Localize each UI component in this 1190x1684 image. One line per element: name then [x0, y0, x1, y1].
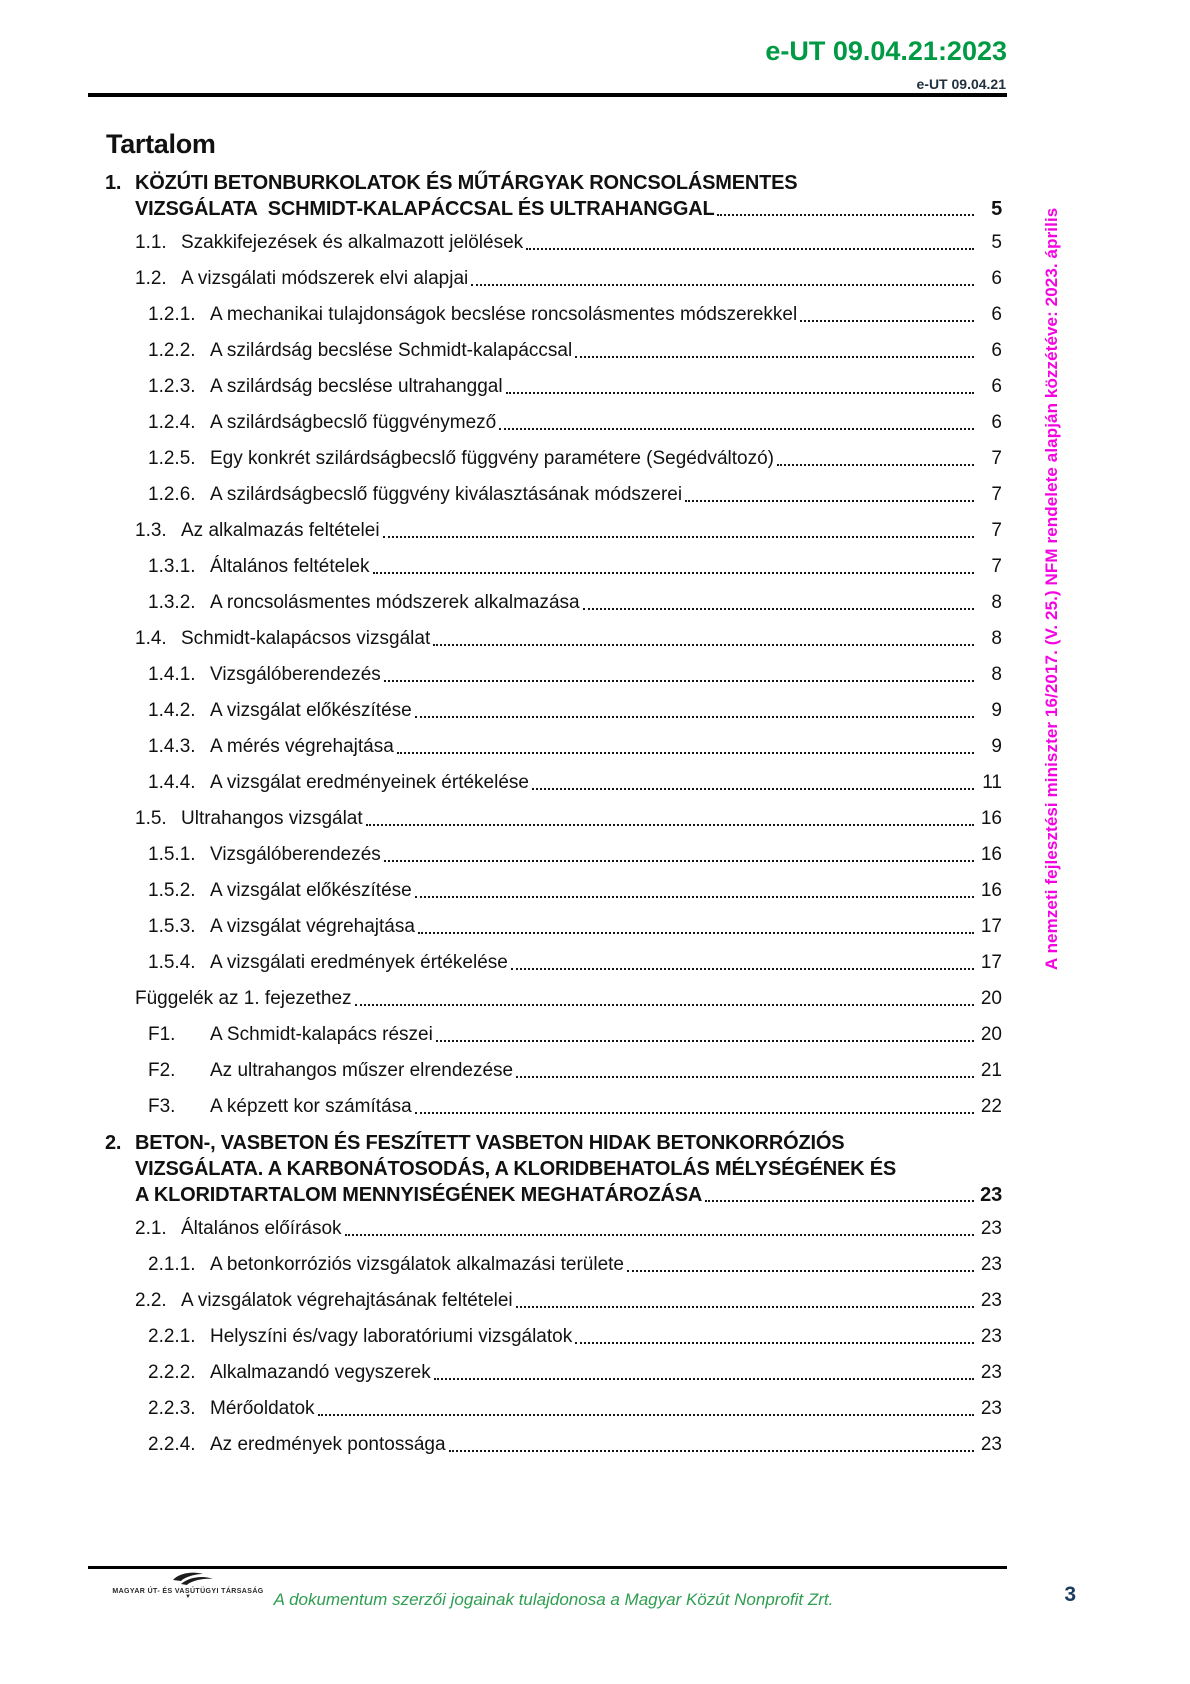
toc-row[interactable]: [105, 172, 1002, 194]
toc-entry-label: Ultrahangos vizsgálat: [181, 808, 363, 829]
toc-entry-number: 1.5.1.: [148, 844, 196, 865]
toc-entry-page: 7: [991, 448, 1002, 469]
toc-entry-number: 1.2.3.: [148, 376, 196, 397]
page-title: Tartalom: [106, 129, 216, 159]
toc-entry-number: 1.4.: [135, 628, 167, 649]
dot-leader: [583, 608, 974, 610]
toc-entry-number: 1.2.1.: [148, 304, 196, 325]
toc-entry-page: 9: [991, 736, 1002, 757]
toc-entry-number: 1.5.2.: [148, 880, 196, 901]
toc-entry-number: 2.2.4.: [148, 1434, 196, 1455]
dot-leader: [433, 644, 974, 646]
toc-entry-page: 6: [991, 268, 1002, 289]
toc-entry-label: A vizsgálati eredmények értékelése: [210, 952, 508, 973]
toc-entry-number: 1.2.: [135, 268, 167, 289]
toc-entry-page: 23: [980, 1184, 1002, 1206]
toc-entry-page: 23: [980, 1398, 1002, 1419]
logo-swoosh-icon: [159, 1572, 217, 1588]
toc-entry-number: F1.: [148, 1024, 176, 1045]
dot-leader: [383, 536, 974, 538]
toc-entry-label: A szilárdság becslése ultrahanggal: [210, 376, 503, 397]
toc-entry-number: 2.1.: [135, 1218, 167, 1239]
toc-entry-label: BETON-, VASBETON ÉS FESZÍTETT VASBETON HIDAK BETONKORRÓZIÓS: [135, 1132, 845, 1154]
toc-row[interactable]: [105, 556, 1002, 578]
toc-entry-label: VIZSGÁLATA SCHMIDT-KALAPÁCCSAL ÉS ULTRAHANGGAL: [135, 198, 715, 220]
toc-row[interactable]: [105, 952, 1002, 974]
toc-entry-number: 1.4.2.: [148, 700, 196, 721]
toc-row[interactable]: [105, 1218, 1002, 1240]
dot-leader: [415, 716, 974, 718]
toc-row[interactable]: [105, 268, 1002, 290]
toc-row[interactable]: [105, 1060, 1002, 1082]
toc-row[interactable]: [105, 520, 1002, 542]
toc-entry-number: F2.: [148, 1060, 176, 1081]
toc-entry-page: 9: [991, 700, 1002, 721]
dot-leader: [434, 1378, 974, 1380]
toc-entry-label: Függelék az 1. fejezethez: [135, 988, 352, 1009]
toc-entry-page: 5: [991, 198, 1002, 220]
toc-entry-label: Alkalmazandó vegyszerek: [210, 1362, 431, 1383]
toc-row[interactable]: [105, 916, 1002, 938]
toc-entry-label: A mechanikai tulajdonságok becslése roncsolásmentes módszerekkel: [210, 304, 798, 325]
standard-code-title: e-UT 09.04.21:2023: [765, 36, 1007, 66]
toc-entry-label: A szilárdságbecslő függvény kiválasztásának módszerei: [210, 484, 683, 505]
toc-row[interactable]: [105, 1398, 1002, 1420]
dot-leader: [366, 824, 974, 826]
toc-entry-label: A mérés végrehajtása: [210, 736, 394, 757]
toc-row[interactable]: [105, 198, 1002, 220]
toc-entry-number: 2.2.: [135, 1290, 167, 1311]
toc-row[interactable]: [105, 772, 1002, 794]
toc-entry-page: 8: [991, 592, 1002, 613]
toc-row[interactable]: [105, 664, 1002, 686]
toc-entry-number: 2.2.2.: [148, 1362, 196, 1383]
toc-row[interactable]: [105, 1254, 1002, 1276]
dot-leader: [516, 1306, 974, 1308]
toc-entry-page: 23: [980, 1326, 1002, 1347]
dot-leader: [516, 1076, 974, 1078]
dot-leader: [471, 284, 974, 286]
side-note-vertical: A nemzeti fejlesztési miniszter 16/2017. (V. 25.) NFM rendelete alapján közzétéve: 2023. április: [1042, 207, 1061, 970]
toc-entry-number: 1.5.3.: [148, 916, 196, 937]
toc-entry-page: 22: [980, 1096, 1002, 1117]
toc-entry-page: 6: [991, 412, 1002, 433]
logo-text: MAGYAR ÚT- ÉS VASÚTÜGYI TÁRSASÁG: [112, 1588, 264, 1595]
toc-row[interactable]: [105, 808, 1002, 830]
toc-entry-page: 20: [980, 988, 1002, 1009]
toc-entry-number: 2.2.3.: [148, 1398, 196, 1419]
toc-entry-number: 1.: [105, 172, 122, 194]
toc-entry-label: A betonkorróziós vizsgálatok alkalmazási területe: [210, 1254, 624, 1275]
toc-entry-number: 1.2.2.: [148, 340, 196, 361]
toc-row[interactable]: [105, 880, 1002, 902]
toc-entry-page: 6: [991, 304, 1002, 325]
toc-entry-page: 23: [980, 1218, 1002, 1239]
dot-leader: [526, 248, 974, 250]
toc-entry-label: A roncsolásmentes módszerek alkalmazása: [210, 592, 580, 613]
dot-leader: [436, 1040, 974, 1042]
toc-entry-number: 1.2.4.: [148, 412, 196, 433]
toc-row[interactable]: [105, 1132, 1002, 1154]
toc-entry-label: A képzett kor számítása: [210, 1096, 412, 1117]
dot-leader: [418, 932, 974, 934]
toc-entry-label: Schmidt-kalapácsos vizsgálat: [181, 628, 431, 649]
toc-entry-label: A vizsgálat végrehajtása: [210, 916, 415, 937]
toc-entry-page: 11: [982, 772, 1002, 793]
toc-entry-page: 21: [980, 1060, 1002, 1081]
dot-leader: [532, 788, 974, 790]
footer-rule: [88, 1566, 1007, 1569]
toc-entry-page: 7: [991, 556, 1002, 577]
toc-entry-label: A vizsgálat eredményeinek értékelése: [210, 772, 529, 793]
toc-row[interactable]: [105, 1158, 1002, 1180]
toc-row[interactable]: [105, 304, 1002, 326]
toc-entry-label: A KLORIDTARTALOM MENNYISÉGÉNEK MEGHATÁROZÁSA: [135, 1184, 703, 1206]
toc-entry-number: 1.2.6.: [148, 484, 196, 505]
dot-leader: [685, 500, 974, 502]
dot-leader: [373, 572, 975, 574]
toc-entry-page: 16: [980, 880, 1002, 901]
toc-entry-label: A szilárdságbecslő függvénymező: [210, 412, 497, 433]
toc-entry-label: A vizsgálat előkészítése: [210, 700, 412, 721]
toc-entry-number: 2.1.1.: [148, 1254, 196, 1275]
dot-leader: [511, 968, 974, 970]
toc-entry-label: Az ultrahangos műszer elrendezése: [210, 1060, 514, 1081]
table-of-contents: [105, 172, 1002, 1470]
toc-entry-page: 17: [980, 916, 1002, 937]
toc-entry-page: 23: [980, 1434, 1002, 1455]
toc-entry-number: F3.: [148, 1096, 176, 1117]
dot-leader: [800, 320, 974, 322]
toc-entry-page: 23: [980, 1362, 1002, 1383]
toc-row[interactable]: [105, 988, 1002, 1010]
toc-entry-number: 2.: [105, 1132, 122, 1154]
toc-entry-page: 8: [991, 628, 1002, 649]
toc-entry-label: Az alkalmazás feltételei: [181, 520, 380, 541]
toc-entry-page: 6: [991, 340, 1002, 361]
dot-leader: [575, 356, 974, 358]
toc-entry-page: 20: [980, 1024, 1002, 1045]
dot-leader: [777, 464, 974, 466]
toc-entry-label: VIZSGÁLATA. A KARBONÁTOSODÁS, A KLORIDBEHATOLÁS MÉLYSÉGÉNEK ÉS: [135, 1158, 896, 1180]
toc-entry-label: Az eredmények pontossága: [210, 1434, 446, 1455]
toc-entry-page: 23: [980, 1290, 1002, 1311]
toc-entry-label: A vizsgálati módszerek elvi alapjai: [181, 268, 469, 289]
toc-row[interactable]: [105, 1434, 1002, 1456]
dot-leader: [449, 1450, 974, 1452]
dot-leader: [384, 680, 974, 682]
toc-entry-label: A Schmidt-kalapács részei: [210, 1024, 433, 1045]
toc-row[interactable]: [105, 1290, 1002, 1312]
toc-row[interactable]: [105, 412, 1002, 434]
toc-row[interactable]: [105, 448, 1002, 470]
page-number: 3: [1064, 1583, 1076, 1606]
toc-entry-page: 16: [980, 844, 1002, 865]
toc-entry-label: A vizsgálat előkészítése: [210, 880, 412, 901]
toc-entry-label: Vizsgálóberendezés: [210, 844, 381, 865]
toc-entry-label: KÖZÚTI BETONBURKOLATOK ÉS MŰTÁRGYAK RONCSOLÁSMENTES: [135, 172, 798, 194]
toc-entry-page: 23: [980, 1254, 1002, 1275]
dot-leader: [627, 1270, 974, 1272]
toc-row[interactable]: [105, 736, 1002, 758]
toc-entry-label: A szilárdság becslése Schmidt-kalapáccsal: [210, 340, 573, 361]
toc-entry-number: 1.3.: [135, 520, 167, 541]
toc-entry-label: A vizsgálatok végrehajtásának feltételei: [181, 1290, 513, 1311]
toc-entry-number: 2.2.1.: [148, 1326, 196, 1347]
dot-leader: [345, 1234, 974, 1236]
toc-entry-page: 17: [980, 952, 1002, 973]
header-rule: [88, 93, 1007, 97]
toc-entry-label: Általános feltételek: [210, 556, 370, 577]
toc-row[interactable]: [105, 1362, 1002, 1384]
dot-leader: [355, 1004, 974, 1006]
toc-entry-number: 1.3.1.: [148, 556, 196, 577]
dot-leader: [499, 428, 974, 430]
dot-leader: [415, 1112, 974, 1114]
dot-leader: [318, 1414, 974, 1416]
toc-row[interactable]: [105, 1024, 1002, 1046]
toc-entry-number: 1.4.4.: [148, 772, 196, 793]
toc-entry-page: 8: [991, 664, 1002, 685]
toc-row[interactable]: [105, 1326, 1002, 1348]
toc-row[interactable]: [105, 376, 1002, 398]
toc-entry-number: 1.4.1.: [148, 664, 196, 685]
toc-row[interactable]: [105, 1096, 1002, 1118]
toc-row[interactable]: [105, 484, 1002, 506]
toc-entry-label: Vizsgálóberendezés: [210, 664, 381, 685]
toc-entry-number: 1.1.: [135, 232, 167, 253]
toc-row[interactable]: [105, 340, 1002, 362]
dot-leader: [705, 1200, 974, 1202]
dot-leader: [506, 392, 974, 394]
toc-entry-number: 1.2.5.: [148, 448, 196, 469]
toc-entry-page: 16: [980, 808, 1002, 829]
toc-entry-page: 7: [991, 520, 1002, 541]
standard-code-subtitle: e-UT 09.04.21: [916, 76, 1006, 92]
toc-entry-page: 7: [991, 484, 1002, 505]
toc-entry-number: 1.5.: [135, 808, 167, 829]
toc-entry-label: Egy konkrét szilárdságbecslő függvény paramétere (Segédváltozó): [210, 448, 774, 469]
toc-row[interactable]: [105, 844, 1002, 866]
toc-row[interactable]: [105, 700, 1002, 722]
toc-entry-number: 1.4.3.: [148, 736, 196, 757]
logo-triangle-icon: ▼: [185, 1594, 191, 1600]
dot-leader: [384, 860, 974, 862]
dot-leader: [415, 896, 974, 898]
toc-entry-page: 6: [991, 376, 1002, 397]
toc-entry-label: Szakkifejezések és alkalmazott jelölések: [181, 232, 524, 253]
copyright-notice: A dokumentum szerzői jogainak tulajdonosa a Magyar Közút Nonprofit Zrt.: [273, 1590, 834, 1609]
toc-entry-label: Általános előírások: [181, 1218, 342, 1239]
toc-entry-label: Mérőoldatok: [210, 1398, 315, 1419]
toc-entry-number: 1.5.4.: [148, 952, 196, 973]
dot-leader: [397, 752, 974, 754]
toc-entry-number: 1.3.2.: [148, 592, 196, 613]
toc-row[interactable]: [105, 232, 1002, 254]
toc-entry-page: 5: [991, 232, 1002, 253]
toc-row[interactable]: [105, 628, 1002, 650]
dot-leader: [575, 1342, 974, 1344]
dot-leader: [717, 214, 974, 216]
toc-entry-label: Helyszíni és/vagy laboratóriumi vizsgálatok: [210, 1326, 573, 1347]
toc-row[interactable]: [105, 1184, 1002, 1206]
toc-row[interactable]: [105, 592, 1002, 614]
